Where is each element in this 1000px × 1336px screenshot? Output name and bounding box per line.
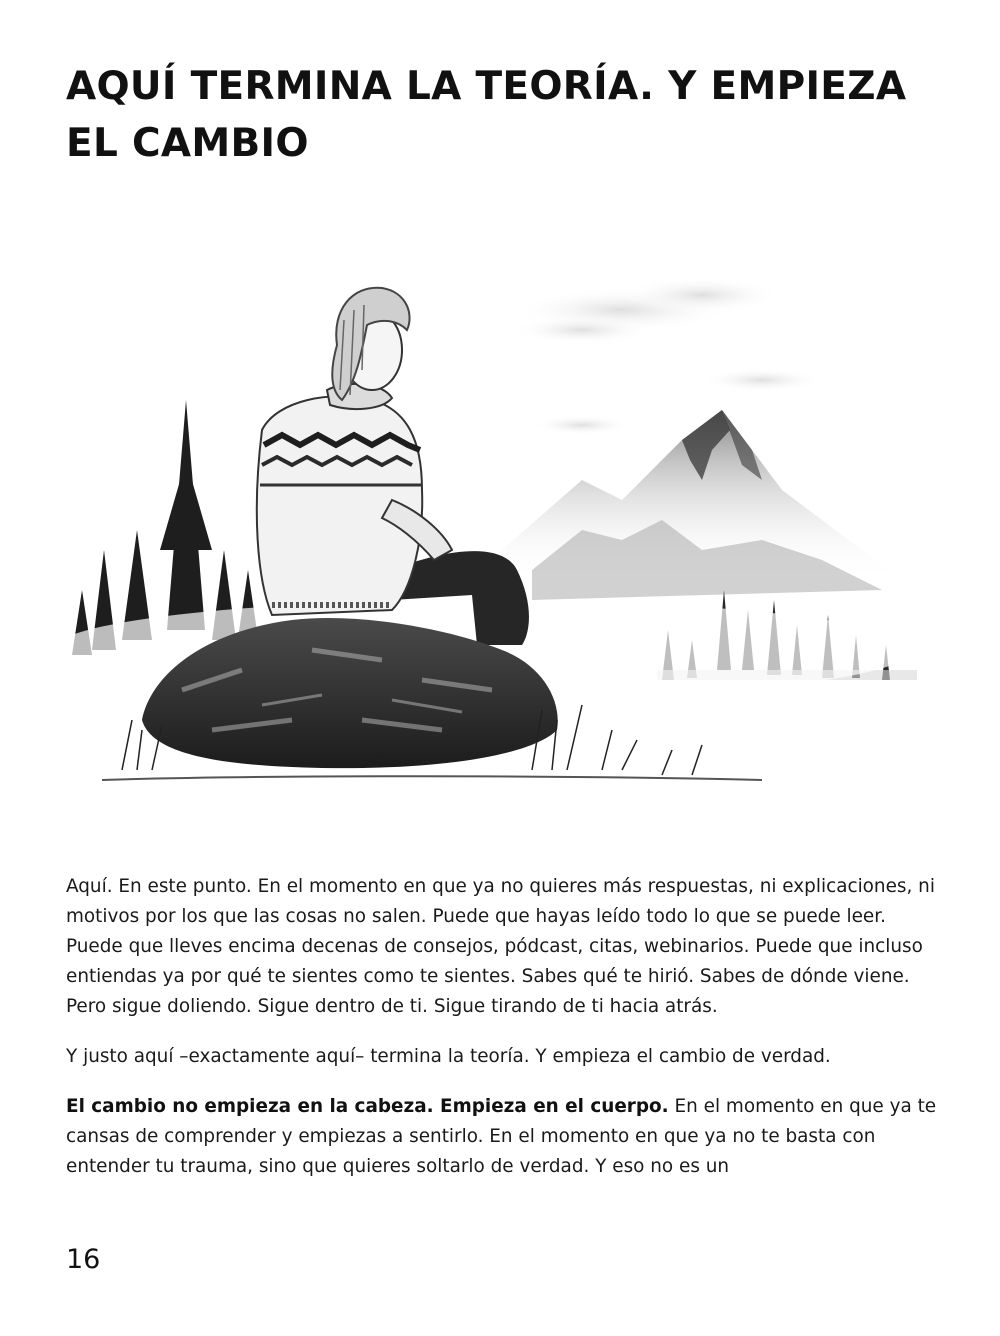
paragraph-2-text: Y justo aquí –exactamente aquí– termina la teoría. Y empieza el cambio de verdad. <box>66 1046 831 1067</box>
chapter-title: AQUÍ TERMINA LA TEORÍA. Y EMPIEZA EL CAMBIO <box>66 64 907 166</box>
page-number: 16 <box>66 1244 101 1275</box>
clouds <box>512 277 822 435</box>
paragraph-3-text: En el momento en que ya te cansas de comprender y empiezas a sentirlo. En el momento en que ya no te basta con entender tu trauma, sino que quieres soltarlo de verdad. Y eso no es un <box>66 1096 937 1177</box>
paragraph-1 <box>66 872 946 1022</box>
body-text <box>66 872 946 1202</box>
woman-figure <box>257 288 529 645</box>
mountains <box>502 410 902 600</box>
paragraph-3-lead: El cambio no empieza en la cabeza. Empieza en el cuerpo. <box>66 1096 669 1117</box>
paragraph-3 <box>66 1092 946 1182</box>
woman-sitting-on-rock-mountains-illustration <box>62 250 938 810</box>
paragraph-1-text: Aquí. En este punto. En el momento en que ya no quieres más respuestas, ni explicaciones, ni motivos por los que las cosas no salen. Puede que hayas leído todo lo que se puede leer. Puede que lleves encima decenas de consejos, pódcast, citas, webinarios. Puede que incluso entiendas ya por qué te sientes como te sientes. Sabes qué te hirió. Sabes de dónde viene. Pero sigue doliendo. Sigue dentro de ti. Sigue tirando de ti hacia atrás. <box>66 876 935 1017</box>
paragraph-2 <box>66 1042 946 1072</box>
